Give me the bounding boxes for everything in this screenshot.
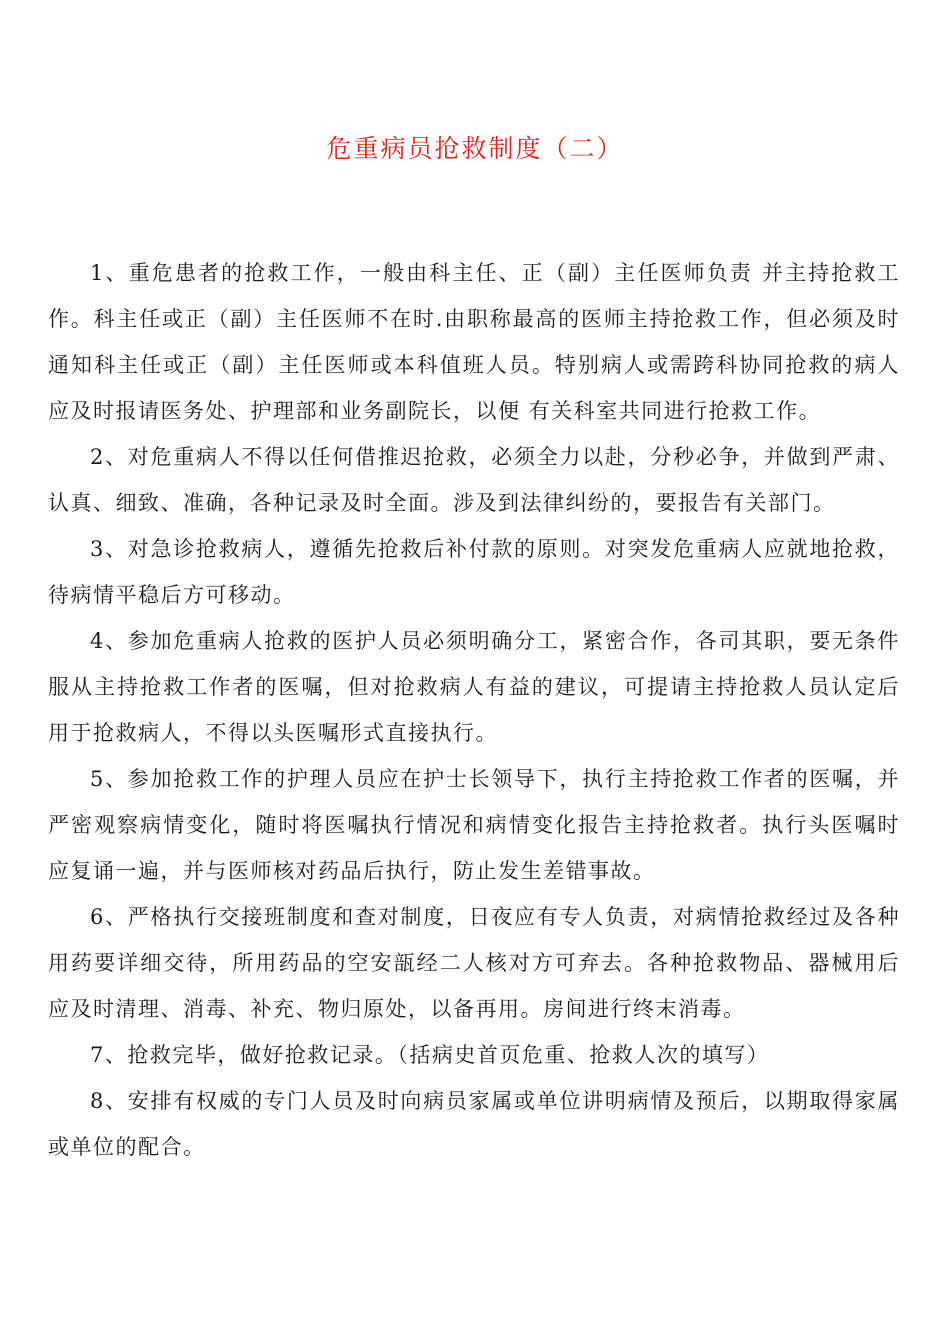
document-body — [48, 250, 900, 1170]
paragraph-8: 8、安排有权威的专门人员及时向病员家属或单位讲明病情及预后，以期取得家属或单位的配合。 — [48, 1089, 900, 1159]
paragraph-7: 7、抢救完毕，做好抢救记录。（括病史首页危重、抢救人次的填写） — [90, 1043, 770, 1067]
paragraph-2: 2、对危重病人不得以任何借推迟抢救，必须全力以赴，分秒必争，并做到严肃、认真、细致、准确，各种记录及时全面。涉及到法律纠纷的，要报告有关部门。 — [48, 445, 900, 515]
paragraph-5: 5、参加抢救工作的护理人员应在护士长领导下，执行主持抢救工作者的医嘱，并严密观察病情变化，随时将医嘱执行情况和病情变化报告主持抢救者。执行头医嘱时应复诵一遍，并与医师核对药品后执行，防止发生差错事故。 — [48, 767, 900, 883]
paragraph-1: 1、重危患者的抢救工作，一般由科主任、正（副）主任医师负责 并主持抢救工作。科主任或正（副）主任医师不在时.由职称最高的医师主持抢救工作，但必须及时通知科主任或正（副）主任医师或本科值班人员。特别病人或需跨科协同抢救的病人应及时报请医务处、护理部和业务副院长，以便 有关科室共同进行抢救工作。 — [48, 261, 900, 423]
paragraph-4: 4、参加危重病人抢救的医护人员必须明确分工，紧密合作，各司其职，要无条件服从主持抢救工作者的医嘱，但对抢救病人有益的建议，可提请主持抢救人员认定后用于抢救病人，不得以头医嘱形式直接执行。 — [48, 629, 900, 745]
paragraph-6: 6、严格执行交接班制度和查对制度，日夜应有专人负责，对病情抢救经过及各种用药要详细交待，所用药品的空安瓿经二人核对方可弃去。各种抢救物品、器械用后应及时清理、消毒、补充、物归原处，以备再用。房间进行终末消毒。 — [48, 905, 900, 1021]
paragraph-3: 3、对急诊抢救病人，遵循先抢救后补付款的原则。对突发危重病人应就地抢救，待病情平稳后方可移动。 — [48, 537, 900, 607]
document-title: 危重病员抢救制度（二） — [326, 133, 624, 163]
